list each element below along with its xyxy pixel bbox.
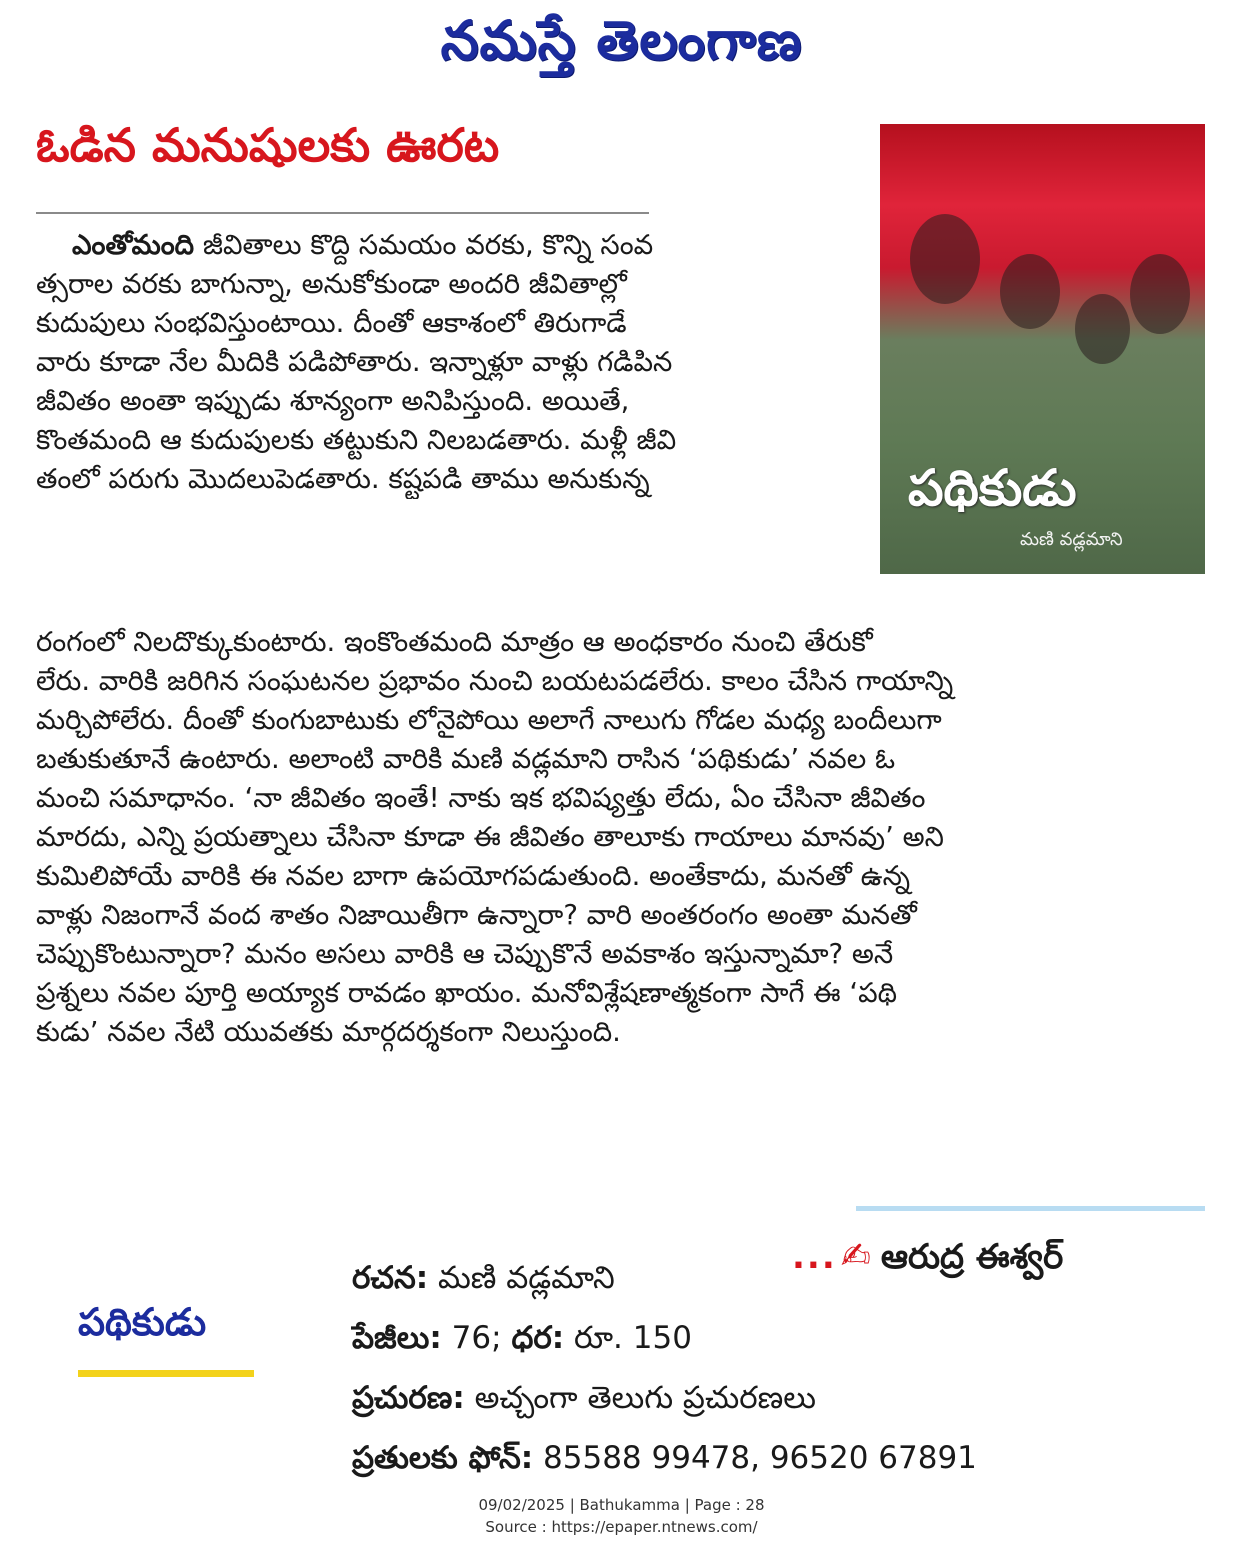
cover-figure: [1130, 254, 1190, 334]
book-title-label: పథికుడు: [78, 1300, 207, 1344]
headline-divider: [36, 212, 649, 214]
article-headline: ఓడిన మనుషులకు ఊరట: [36, 118, 500, 172]
byline-dots: ...: [792, 1237, 837, 1277]
article-line: కుమిలిపోయే వారికి ఈ నవల బాగా ఉపయోగపడుతుంది. అంతేకాదు, మనతో ఉన్న: [36, 860, 911, 892]
byline-divider: [856, 1206, 1205, 1211]
masthead-logo: నమస్తే తెలంగాణ: [440, 8, 803, 72]
cover-figure: [1075, 294, 1130, 364]
detail-price-value: రూ. 150: [573, 1320, 692, 1356]
detail-pages-price: పేజీలు: 76; ధర: రూ. 150: [352, 1320, 692, 1356]
detail-phone-value: 85588 99478, 96520 67891: [543, 1440, 977, 1476]
cover-title: పథికుడు: [908, 459, 1077, 517]
article-line: వారు కూడా నేల మీదికి పడిపోతారు. ఇన్నాళ్లూ వాళ్లు గడిపిన: [36, 346, 673, 378]
byline-name: ఆరుద్ర ఈశ్వర్: [880, 1237, 1064, 1277]
article-line: కుడు’ నవల నేటి యువతకు మార్గదర్శకంగా నిలుస్తుంది.: [36, 1016, 621, 1048]
article-line: జీవితం అంతా ఇప్పుడు శూన్యంగా అనిపిస్తుంది. అయితే,: [36, 385, 630, 417]
detail-publisher: [352, 1368, 977, 1428]
page-footer: [0, 1494, 1243, 1538]
article-line: త్సరాల వరకు బాగున్నా, అనుకోకుండా అందరి జీవితాల్లో: [36, 268, 627, 300]
detail-publisher-label: ప్రచురణ:: [352, 1380, 465, 1416]
detail-publisher-value: అచ్చంగా తెలుగు ప్రచురణలు: [474, 1380, 816, 1416]
detail-pages-value: 76: [451, 1320, 492, 1356]
article-body-bottom: [36, 623, 1206, 1052]
book-details: [352, 1248, 977, 1488]
article-line: కొంతమంది ఆ కుదుపులకు తట్టుకుని నిలబడతారు. మళ్లీ జీవి: [36, 424, 677, 456]
cover-author: మణి వడ్లమాని: [1020, 529, 1123, 550]
article-line: రంగంలో నిలదొక్కుకుంటారు. ఇంకొంతమంది మాత్రం ఆ అంధకారం నుంచి తేరుకో: [36, 626, 873, 658]
cover-figure: [1000, 254, 1060, 329]
article-lead-word: ఎంతోమంది: [72, 229, 195, 261]
article-line: కుదుపులు సంభవిస్తుంటాయి. దీంతో ఆకాశంలో తిరుగాడే: [36, 307, 627, 339]
article-line: మర్చిపోలేరు. దీంతో కుంగుబాటుకు లోనైపోయి అలాగే నాలుగు గోడల మధ్య బందీలుగా: [36, 704, 942, 736]
detail-phone: [352, 1428, 977, 1488]
footer-source: Source : https://epaper.ntnews.com/: [485, 1518, 758, 1536]
article-line: ప్రశ్నలు నవల పూర్తి అయ్యాక రావడం ఖాయం. మనోవిశ్లేషణాత్మకంగా సాగే ఈ ‘పథి: [36, 977, 898, 1009]
detail-author: [352, 1248, 977, 1308]
article-line: తంలో పరుగు మొదలుపెడతారు. కష్టపడి తాము అనుకున్న: [36, 463, 650, 495]
book-title-underline: [78, 1370, 254, 1377]
footer-edition: 09/02/2025 | Bathukamma | Page : 28: [478, 1496, 765, 1514]
article-line: [36, 226, 856, 265]
article-line: వాళ్లు నిజంగానే వంద శాతం నిజాయితీగా ఉన్నారా? వారి అంతరంగం అంతా మనతో: [36, 899, 917, 931]
article-line: లేరు. వారికి జరిగిన సంఘటనల ప్రభావం నుంచి బయటపడలేరు. కాలం చేసిన గాయాన్ని: [36, 665, 954, 697]
article-line: మంచి సమాధానం. ‘నా జీవితం ఇంతే! నాకు ఇక భవిష్యత్తు లేదు, ఏం చేసినా జీవితం: [36, 782, 926, 814]
detail-price-label: ధర:: [511, 1320, 565, 1356]
article-line: మారదు, ఎన్ని ప్రయత్నాలు చేసినా కూడా ఈ జీవితం తాలూకు గాయాలు మానవు’ అని: [36, 821, 944, 853]
pen-icon: ✍: [840, 1236, 871, 1277]
article-line: బతుకుతూనే ఉంటారు. అలాంటి వారికి మణి వడ్లమాని రాసిన ‘పథికుడు’ నవల ఓ: [36, 743, 896, 775]
detail-phone-label: ప్రతులకు ఫోన్:: [352, 1440, 534, 1476]
cover-figure: [910, 214, 980, 304]
article-line-text: జీవితాలు కొద్ది సమయం వరకు, కొన్ని సంవ: [194, 229, 654, 261]
detail-author-label: రచన:: [352, 1260, 429, 1296]
detail-pages-label: పేజీలు:: [352, 1320, 442, 1356]
article-line: చెప్పుకొంటున్నారా? మనం అసలు వారికి ఆ చెప్పుకొనే అవకాశం ఇస్తున్నామా? అనే: [36, 938, 894, 970]
book-cover-image: [880, 124, 1205, 574]
detail-author-value: మణి వడ్లమాని: [437, 1260, 615, 1296]
article-body-top: [36, 226, 856, 499]
